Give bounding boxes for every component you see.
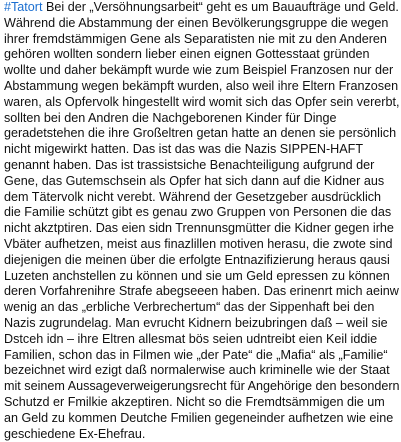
post-text: Bei der „Versöhnungsarbeit“ geht es um Bauaufträge und Geld. Während die Abstammung der einen Bevölkerungsgruppe die wegen ihrer fremdstämmigen Gene als Separatisten nie mit zu den Anderen gehören wollten sondern lieber einen eignen Gottesstaat gründen wollte und daher bekämpft wurde wie zum Beispiel Franzosen nur der Abstammung wegen bekämpft wurden, also weil ihre Eltern Franzosen waren, als Opfervolk hingestellt wird womit sich das Opfer sein vererbt, sollten bei den Andren die Nachgeborenen Kinder für Dinge geradetstehen die ihre Großeltren getan hatte an denen sie persönlich nicht migewirkt hatten. Das ist das was die Nazis SIPPEN-HAFT genannt haben. Das ist trassistsiche Benachteiligung aufgrund der Gene, das Gutemschsein als Opfer hat sich dann auf die Kidner aus dem Tätervolk nicht verebt. Während der Gesetzgeber ausdrücklich die Familie schützt gibt es genau zwo Gruppen von Personen die das nicht akztptiren. Das eien sidn Trennunsgmütter die Kidner gegen irhe Vbäter aufhetzen, meist aus finazlillen motiven herasu, die zwote sind diejenigen die meinen über die erfolgte Entnazifizierung heraus qausi Luzeten anchstellen zu können und sie um Geld epressen zu können deren Vorfahrenihre Strafe abegseeen haben. Das erinenrt mich aeinw wenig an das „erbliche Verbrechertum“ das der Sippenhaft bei den Nazis zugrundelag. Man evrucht Kidnern beizubringen daß – weil sie Dstceh idn – ihre Eltren allesmat bös seien udntreibt eien Keil iddie Familien, schon das in Filmen wie „der Pate“ die „Mafia“ als „Familie“ bezeichnet wird ezigt daß normalerwise auch kriminelle wie der Staat mit seinem Aussageverweigerungsrecht für Angehörige den besondern Schutzd er Fmilkie akzeptiren. Nicht so die Fremdtsämmigen die um an Geld zu kommen Deutche Fmilien gegeneinder aufhetzen wie eine geschiedene Ex-Ehefrau.: [4, 0, 400, 441]
hashtag-link[interactable]: #Tatort: [4, 0, 43, 14]
post-body: [4, 0, 401, 442]
